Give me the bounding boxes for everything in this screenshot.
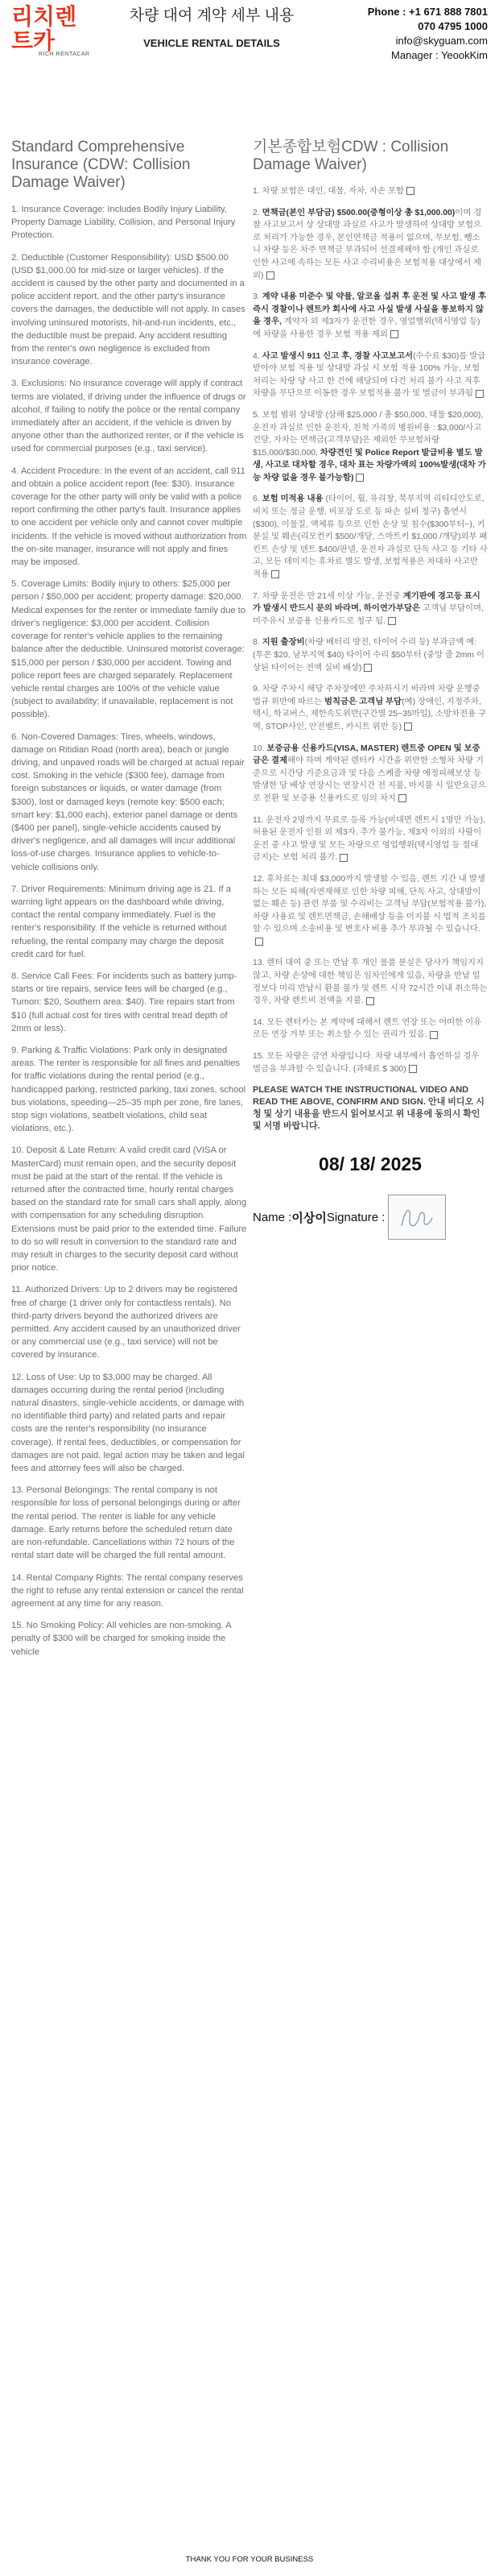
signature-date[interactable]: 08/ 18/ 2025 [319, 1153, 422, 1175]
korean-term-text: 4. [253, 351, 262, 361]
english-term: 9. Parking & Traffic Violations: Park only in designated areas. The renter is responsible for all fines and penalties for traffic violations during the rental period (e.g., handicapped parking, restricted parking, taxi zones, school bus violations, speeding—25–35 mph per zone, fire lanes, stop sign violations, seatbelt violations, child seat violations, etc.). [11, 1045, 246, 1134]
korean-term-text: 14. 모든 렌터카는 본 계약에 대해서 렌트 연장 또는 어떠한 이유로든 연장 거부 또는 취소할 수 있는 권리가 있음. [253, 1017, 482, 1040]
manager-name: Manager : YeookKim [391, 49, 488, 61]
korean-term-text: 이며 경찰 사고보고서 상 상대방 과실로 사고가 발생하여 상대방 보험으로 처리가 가능한 경우, 본인면책금 적용이 없으며, 무보험, 뺑소니 차량 등은 차주 면책금 부과되어 선결제해야 함 (개인 과실로 인한 사고에 속하는 모든 사고 수리비용은 보험적용 대상에서 제외) [253, 208, 482, 280]
phone-secondary: 070 4795 1000 [418, 20, 488, 32]
korean-term-text: (예) 장애인, 지정주차, 택시, 학교버스, 제한속도위반(구간별 25~35마일), 소방차전용 구역, STOP사인, 안전벨트, 카시트 위반 등) [253, 697, 487, 731]
korean-term-text: 계약자 외 제3자가 운전한 경우, 영업행위(택시영업 등)에 차량을 사용한 경우 보험 적용 제외 [253, 317, 480, 339]
korean-term [253, 636, 488, 674]
korean-term-emphasis: 차량견인 및 Police Report 발급비용 별도 발생, 사고로 대차할 경우, 대차 표는 차량가액의 100%발생(대차 가능 차량 없을 경우 불가능함) [253, 448, 486, 482]
agree-checkbox[interactable] [404, 723, 412, 731]
terms-columns [11, 139, 488, 1667]
agree-checkbox[interactable] [364, 664, 372, 672]
english-term: 10. Deposit & Late Return: A valid credit card (VISA or MasterCard) must remain open, and the security deposit must be paid at the start of the rental. If the vehicle is returned after the contracted time, hourly rental charges based on the standard rate for small cars shall apply, along with compensation for any scheduling disruption. Extensions must be paid prior to the extended time. Failure to do so will result in conversion to the standard rate and may result in charges to the security deposit card without prior notice. [11, 1145, 247, 1274]
korean-term-text: 고객님 부담이며, 미주유시 보증용 신용카드로 청구 됨. [253, 604, 484, 626]
english-term: 5. Coverage Limits: Bodily injury to others: $25,000 per person / $50,000 per accident; property damage: $20,000. Medical expenses for the renter or immediate family due to driver's negligence: $3,000 per accident. Collision coverage for renter's vehicle applies to the remaining balance after the deductible. Uninsured motorist coverage: $15,000 per person / $30,000 per accident. Towing and police report fees are charged separately. Replacement vehicle rental charges are 100% of the vehicle value (subject to availability; if unavailable, replacement is not possible). [11, 579, 246, 720]
korean-term-text: 11. 운전자 2명까지 무료로 등록 가능(비대면 렌트시 1명만 가능), 허용된 운전자 인원 외 제3자, 추가 불가능, 제3자 이외의 사람이 운전 중 사고 발생 및 모든 차량으로 영업행위(택시영업 등 절대 금지)는 보험 처리 불가. [253, 815, 485, 863]
english-terms [11, 139, 247, 1667]
korean-term-text: (차량 배터리 방전, 타이어 수리 등) 부과금액 예: (투몬 $20, 남부지역 $40) 타이어 수리 $50부터 (중앙 줄 2mm 이상된 타이어는 전액 실비 배상) [253, 638, 485, 673]
english-term: 2. Deductible (Customer Responsibility): USD $500.00 (USD $1,000.00 for mid-size or larger vehicles). If the accident is caused by the other party and documented in a police accident report, and the other party's insurance covers the damages, the deductible will not apply. In cases involving uninsured motorists, hit-and-run incidents, etc., the deductible must be prepaid. Any accident resulting from the renter's own negligence is excluded from insurance coverage. [11, 252, 245, 367]
handwritten-signature [397, 1202, 437, 1234]
korean-term [253, 743, 488, 806]
agree-checkbox[interactable] [388, 617, 396, 625]
logo-text: 리치렌트카 [11, 4, 77, 53]
english-term: 11. Authorized Drivers: Up to 2 drivers may be registered free of charge (1 driver only for contactless rentals). No third-party drivers beyond the authorized drivers are permitted. Any accident caused by an unauthorized driver or any commercial use (e.g., taxi service) will not be covered by insurance. [11, 1285, 241, 1360]
english-term: 1. Insurance Coverage: Includes Bodily Injury Liability, Property Damage Liability, Collision, and Personal Injury Protection. [11, 205, 236, 241]
english-term: 7. Driver Requirements: Minimum driving age is 21. If a warning light appears on the dashboard while driving, contact the rental company immediately. Fuel is the renter's responsibility. If the vehicle is returned without refueling, the rental company may charge the deposit credit card for fuel. [11, 884, 231, 959]
agree-checkbox[interactable] [255, 938, 263, 946]
korean-term [253, 291, 488, 341]
company-logo [11, 5, 90, 57]
english-term: 15. No Smoking Policy: All vehicles are non-smoking. A penalty of $300 will be charged for smoking inside the vehicle [11, 1621, 231, 1657]
name-value[interactable]: 이상이 [291, 1211, 327, 1225]
email-address: info@skyguam.com [395, 35, 488, 47]
korean-term-text: 6. [253, 495, 262, 504]
agree-checkbox[interactable] [271, 570, 279, 578]
korean-term [253, 590, 488, 628]
korean-term-emphasis: 면책금(본인 부담금) $500.00(중형이상 총 $1,000.00) [262, 208, 456, 217]
korean-term [253, 1050, 488, 1075]
korean-term-text: 5. 보험 범위 상대방 (상해 $25,000 / 총 $50,000, 대물 $20,000), 운전자 과실로 인한 운전자, 친척 가족의 병원비용 : $3,000/사고건당, 자차는 면책금(고객부담)은 제외한 무보험차량 $15,000/$30,000, [253, 410, 484, 458]
korean-term-text: 9. 차량 주차시 해당 주차장에만 주차하시기 바라며 차량 운행중 법규 위반에 따르는 [253, 685, 480, 706]
agree-checkbox[interactable] [390, 330, 398, 338]
logo-subtitle: RICH RENTACAR [39, 52, 90, 57]
korean-term-text: (타이어, 휠, 유리창, 북부지역 리티디안도로, 비치 또는 정글 운행, 비포장 도로 등 파손 실비 청구) 흡연시($300), 이물질, 액체류 등으로 인한 손상 및 침수($300부터~), 키 분실 및 훼손(리모컨키 $500/개당, 스마트키 $1,000 /개당)외부 패킨트 손상 및 덴트 $400/판넬, 운전자 과실로 단독 사고 등 기타 사고, 모든 데미지는 휴차료 별도 발생, 보험적용은 차대차 사고만 적용 [253, 495, 488, 580]
korean-term-text: 12. 휴차료는 최대 $3,000까지 발생할 수 있음, 렌트 기간 내 발생하는 모든 피해(자연재해로 인한 차량 피해, 단독 사고, 상대방이 없는 훼손 등) 관련 부품 및 수리비는 고객님 부담(보험적용 불가), 차량 사용료 및 렌트면책금, 손해배상 등을 미지불 시 법적 조치를 할 수 있으며 소송비용 및 변호사 비용 추가 부과될 수 있습니다. [253, 874, 487, 934]
contact-info [359, 5, 488, 63]
english-item-list [11, 203, 247, 1659]
signature-label: Signature : [326, 1210, 386, 1224]
footer-note: THANK YOU FOR YOUR BUSINESS [185, 2555, 314, 2564]
korean-term-text: 8. [253, 638, 262, 648]
english-term: 8. Service Call Fees: For incidents such as battery jump-starts or tire repairs, service fees will be charged (e.g., Tumon: $20, Southern area: $40). Tire repairs start from $10 (full actual cost for tires with central tread depth of 2mm or less). [11, 971, 237, 1033]
korean-term-emphasis: 사고 발생시 911 신고 후, 경찰 사고보고서 [262, 351, 414, 361]
english-title: Standard Comprehensive Insurance (CDW: Collision Damage Waiver) [11, 139, 191, 191]
korean-term [253, 873, 488, 949]
korean-term [253, 350, 488, 400]
english-term: 6. Non-Covered Damages: Tires, wheels, windows, damage on Ritidian Road (north area), beach or jungle driving, and unpaved roads will be charged at actual repair cost. Smoking in the vehicle ($300 fee), damage from foreign substances or liquids, or water damage (from $300), lost or damaged keys (remote key: $500 each; smart key: $1,000 each), exterior panel damage or dents ($400 per panel), single-vehicle accidents caused by driver's negligence, and all damages will incur additional loss-of-use charges. Insurance applies to vehicle-to-vehicle collisions only. [11, 731, 245, 872]
agree-checkbox[interactable] [266, 271, 274, 280]
korean-term-emphasis: 계약 내용 미준수 및 약물, 알코올 섭취 후 운전 및 사고 발생 후 즉시 경찰이나 렌트카 회사에 사고 사실 발생 사실을 통보하지 않을 경우, [253, 292, 486, 327]
korean-term [253, 814, 488, 864]
english-term: 3. Exclusions: No insurance coverage will apply if contract terms are violated, if driving under the influence of drugs or alcohol, if failing to notify the police or the rental company immediately after an accident, if the vehicle is driven by anyone other than the authorized renter, or if the vehicle is used for commercial purposes (e.g., taxi service). [11, 379, 246, 454]
korean-term [253, 207, 488, 283]
english-term: 13. Personal Belongings: The rental company is not responsible for loss of personal belongings during or after the rental period. The renter is liable for any vehicle damage. Early returns before the scheduled return date are non-refundable. Cancellations within 72 hours of the rental start date will be charged the full rental amount. [11, 1485, 241, 1561]
title-english: VEHICLE RENTAL DETAILS [143, 37, 280, 49]
korean-term [253, 1017, 488, 1042]
signature-row [253, 1195, 488, 1240]
document-header [11, 0, 488, 77]
agree-checkbox[interactable] [430, 1031, 438, 1039]
agree-checkbox[interactable] [398, 794, 406, 802]
korean-item-list [253, 185, 488, 1075]
korean-term [253, 683, 488, 733]
korean-term-text: 15. 모든 차량은 금연 차량입니다. 차량 내부에서 흡연하실 경우 벌금을 부과할 수 있습니다. (과태료 $ 300) [253, 1052, 480, 1074]
english-term: 4. Accident Procedure: In the event of an accident, call 911 and obtain a police accident report (fee: $30). Insurance coverage for the other party will only be valid with a police report confirming the other party's fault. Insurance applies to one accident per vehicle only and cannot cover multiple incidents. If the vehicle is moved without authorization from the on-site manager, insurance will not apply and fines may be imposed. [11, 466, 247, 568]
korean-term-emphasis: 계기판에 경고등 표시가 발생시 반드시 문의 바라며, 하이연가부담은 [253, 591, 480, 614]
title-block [11, 5, 333, 57]
korean-term-text: 2. [253, 208, 262, 217]
korean-term-emphasis: 범칙금은 고객님 부담 [324, 697, 402, 706]
phone-primary: Phone : +1 671 888 7801 [367, 6, 488, 18]
title-korean: 차량 대여 계약 세부 내용 [129, 7, 295, 24]
korean-term-emphasis: 보험 미적용 내용 [262, 495, 324, 504]
korean-term-text: 7. 차량 운전은 만 21세 이상 가능, 운전중 [253, 591, 403, 601]
agree-checkbox[interactable] [476, 390, 484, 398]
english-term: 12. Loss of Use: Up to $3,000 may be charged. All damages occurring during the rental period (including natural disasters, single-vehicle accidents, or damage with no identifiable third party) and related parts and repair costs are the renter's responsibility (no insurance coverage). If rental fees, deductibles, or compensation for damages are not paid, legal action may be taken and legal fees and attorney fees will also be charged. [11, 1372, 245, 1474]
agree-checkbox[interactable] [366, 997, 374, 1005]
korean-term-text: 3. [253, 292, 262, 302]
agree-checkbox[interactable] [409, 1065, 417, 1073]
agree-checkbox[interactable] [356, 474, 364, 482]
korean-terms [253, 139, 488, 1667]
korean-term [253, 493, 488, 581]
korean-term-text: (수수료 $30)를 발급 받아야 보험 적용 및 상대방 과실 시 보험 적용 100% 가능, 보험처리는 차량 당 사고 한 건에 해당되며 다건 처리 불가 사고 직후 차량을 무단으로 이동한 경우 보험적용 불가 및 벌금이 부과됨 [253, 351, 486, 399]
korean-term-text: 해야 하며 계약된 렌터카 시간을 위반한 소형차 차량 기준으로 시간당 기준요금과 및 다음 스케줄 차량 예정피해보상 등 발생한 당 배상 연장시는 연장시간 전 지불, 마지불 시 일반요금으로 전환 및 보증용 신용카드로 임의 차지 [253, 756, 486, 803]
korean-term-emphasis: 보증금용 신용카드(VISA, MASTER) 렌트중 OPEN 및 보증금은 결제 [253, 743, 480, 766]
name-label: Name : [253, 1210, 292, 1224]
korean-term-text: 13. 렌터 대여 중 또는 반납 후 개인 물품 분실은 당사가 책임지지 않고, 차량 손상에 대한 책임은 임차인에게 있음, 차량을 반납 일정보다 미리 반납시 환불 불가 및 렌트 시작 72시간 이내 취소하는 경우, 차량 렌트비 전액을 지불. [253, 959, 488, 1006]
korean-title: 기본종합보험CDW : Collision Damage Waiver) [253, 139, 449, 173]
korean-term [253, 185, 488, 198]
signature-pad[interactable] [388, 1195, 446, 1240]
document-title [90, 5, 333, 53]
korean-term-text: 10. [253, 743, 267, 753]
agree-checkbox[interactable] [406, 187, 414, 195]
agree-checkbox[interactable] [340, 854, 348, 862]
korean-term-text: 1. 차량 보험은 대인, 대물, 자차, 자손 포함 [253, 187, 405, 196]
confirm-notice: PLEASE WATCH THE INSTRUCTIONAL VIDEO AND READ THE ABOVE, CONFIRM AND SIGN. 안내 비디오 시청 및 상기 내용을 반드시 읽어보시고 위 내용에 동의시 확인 및 서명 바랍니다. [253, 1085, 485, 1132]
korean-term [253, 409, 488, 485]
korean-term-emphasis: 지원 출장비 [262, 638, 305, 648]
korean-term [253, 957, 488, 1007]
english-term: 14. Rental Company Rights: The rental company reserves the right to refuse any rental extension or cancel the rental agreement at any time for any reason. [11, 1572, 244, 1609]
